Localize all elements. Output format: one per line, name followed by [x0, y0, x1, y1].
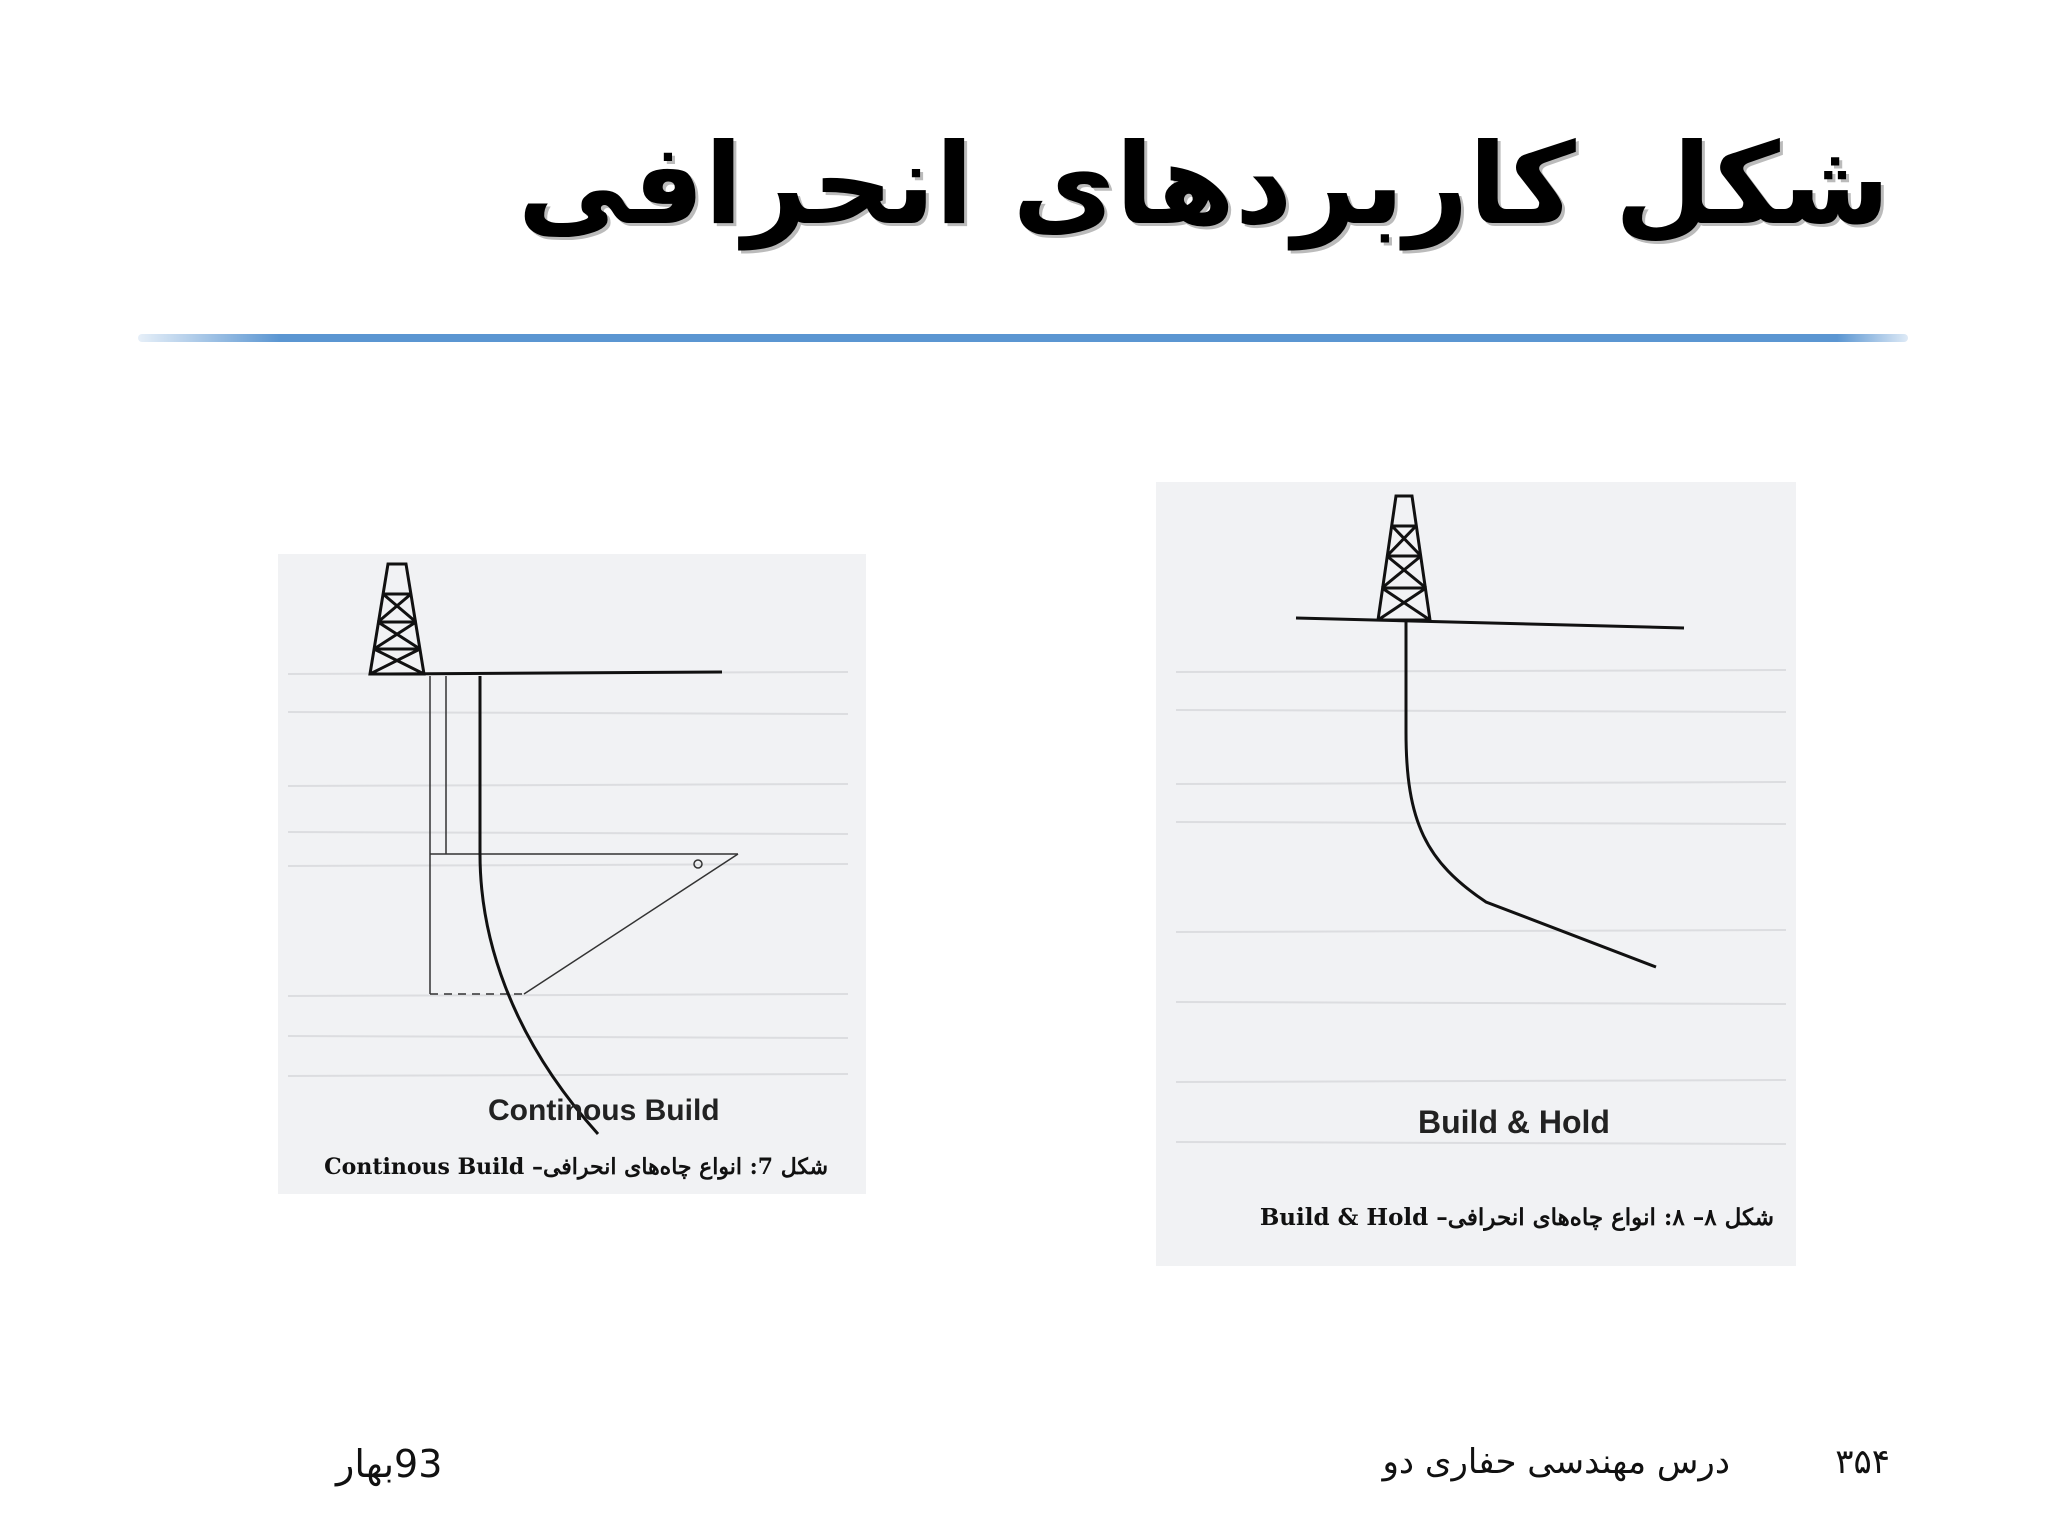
figure-build-and-hold: [1156, 482, 1796, 1266]
drilling-rig-icon: [1378, 496, 1430, 620]
well-path-curve: [1406, 622, 1656, 967]
drilling-rig-icon: [370, 564, 424, 674]
well-path-curve: [480, 676, 598, 1134]
title-underline: [138, 334, 1908, 342]
page-number: ۳۵۴: [1835, 1442, 1890, 1482]
scan-background-lines: [288, 672, 848, 1076]
slide-title: شکل کاربردهای انحرافی: [517, 120, 1890, 250]
semester-label: 93بهار: [336, 1442, 443, 1486]
figure-label: Build & Hold: [1418, 1104, 1610, 1140]
build-and-hold-diagram: [1156, 482, 1796, 1266]
figure-caption: شکل 7: انواع چاه‌های انحرافی– Continous Build: [324, 1154, 828, 1180]
depth-dimension-lines: [430, 676, 738, 994]
scan-background-lines: [1176, 670, 1786, 1144]
ground-line: [388, 672, 722, 674]
ground-line: [1296, 618, 1684, 628]
figure-label: Continous Build: [488, 1094, 720, 1127]
figure-caption: شکل ۸– ۸: انواع چاه‌های انحرافی– Build & Hold: [1259, 1204, 1774, 1231]
course-name: درس مهندسی حفاری دو: [1382, 1442, 1730, 1482]
figure-continous-build: [278, 554, 866, 1194]
